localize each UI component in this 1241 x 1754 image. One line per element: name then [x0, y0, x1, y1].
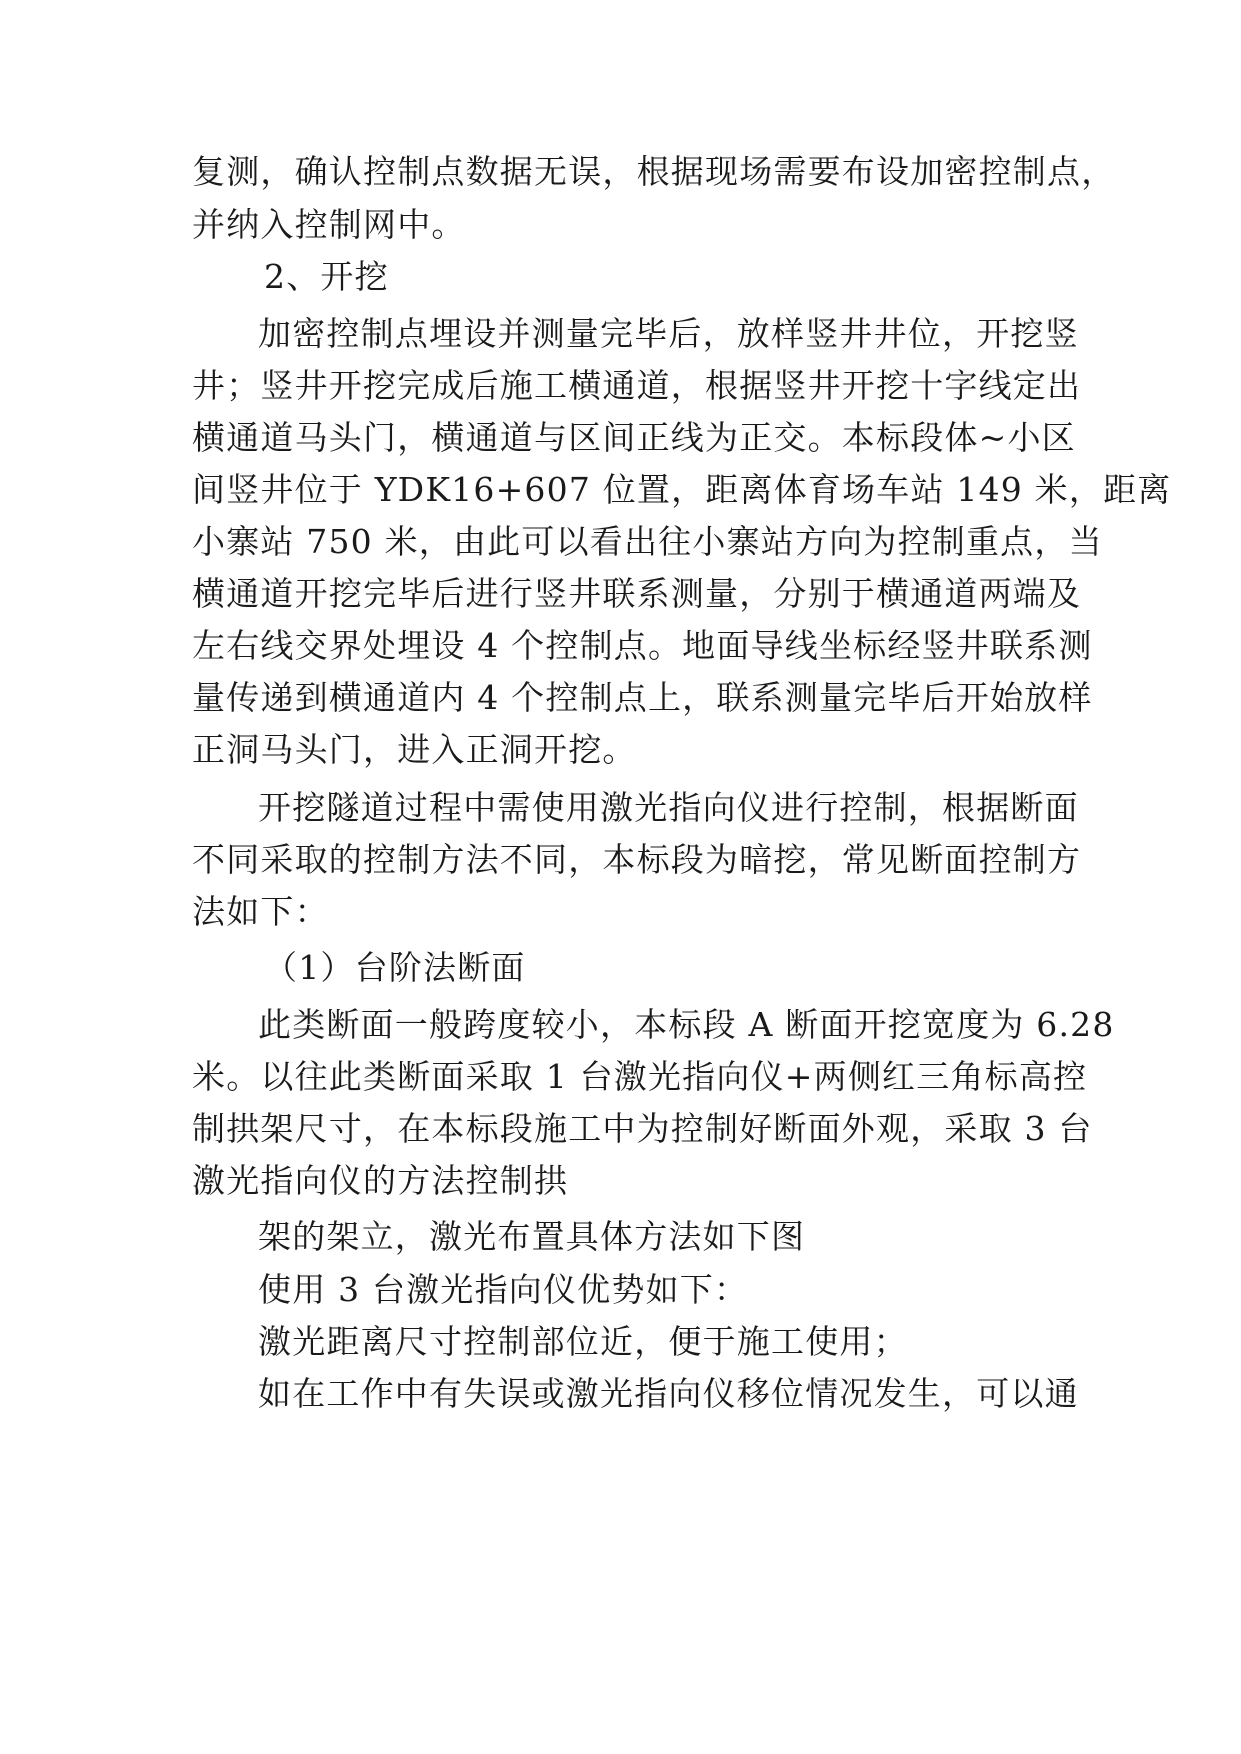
body-text-line: 横通道马头门，横通道与区间正线为正交。本标段体~小区	[192, 418, 1076, 457]
body-text-line: 如在工作中有失误或激光指向仪移位情况发生，可以通	[258, 1374, 1079, 1413]
body-text-line: 横通道开挖完毕后进行竖井联系测量，分别于横通道两端及	[192, 574, 1082, 613]
body-text-line: 左右线交界处埋设 4 个控制点。地面导线坐标经竖井联系测	[192, 626, 1093, 665]
body-text-line: 激光指向仪的方法控制拱	[192, 1161, 569, 1200]
body-text-line: 开挖隧道过程中需使用激光指向仪进行控制，根据断面	[258, 788, 1079, 827]
body-text-line: 并纳入控制网中。	[192, 205, 466, 244]
section-heading: 2、开挖	[264, 257, 389, 296]
body-text-line: 使用 3 台激光指向仪优势如下：	[258, 1270, 749, 1309]
subsection-heading: （1）台阶法断面	[264, 948, 526, 987]
body-text-line: 间竖井位于 YDK16+607 位置，距离体育场车站 149 米，距离	[192, 470, 1172, 509]
body-text-line: 加密控制点埋设并测量完毕后，放样竖井井位，开挖竖	[258, 314, 1079, 353]
body-text-line: 小寨站 750 米，由此可以看出往小寨站方向为控制重点，当	[192, 522, 1103, 561]
body-text-line: 架的架立，激光布置具体方法如下图	[258, 1217, 806, 1256]
body-text-line: 此类断面一般跨度较小，本标段 A 断面开挖宽度为 6.28	[258, 1005, 1115, 1044]
body-text-line: 制拱架尺寸，在本标段施工中为控制好断面外观，采取 3 台	[192, 1109, 1093, 1148]
body-text-line: 激光距离尺寸控制部位近，便于施工使用；	[258, 1322, 908, 1361]
body-text-line: 正洞马头门，进入正洞开挖。	[192, 730, 637, 769]
body-text-line: 米。以往此类断面采取 1 台激光指向仪+两侧红三角标高控	[192, 1057, 1088, 1096]
body-text-line: 不同采取的控制方法不同，本标段为暗挖，常见断面控制方	[192, 840, 1082, 879]
body-text-line: 量传递到横通道内 4 个控制点上，联系测量完毕后开始放样	[192, 678, 1093, 717]
body-text-line: 法如下：	[192, 892, 329, 931]
body-text-line: 井；竖井开挖完成后施工横通道，根据竖井开挖十字线定出	[192, 366, 1082, 405]
body-text-line: 复测，确认控制点数据无误，根据现场需要布设加密控制点，	[192, 152, 1116, 191]
